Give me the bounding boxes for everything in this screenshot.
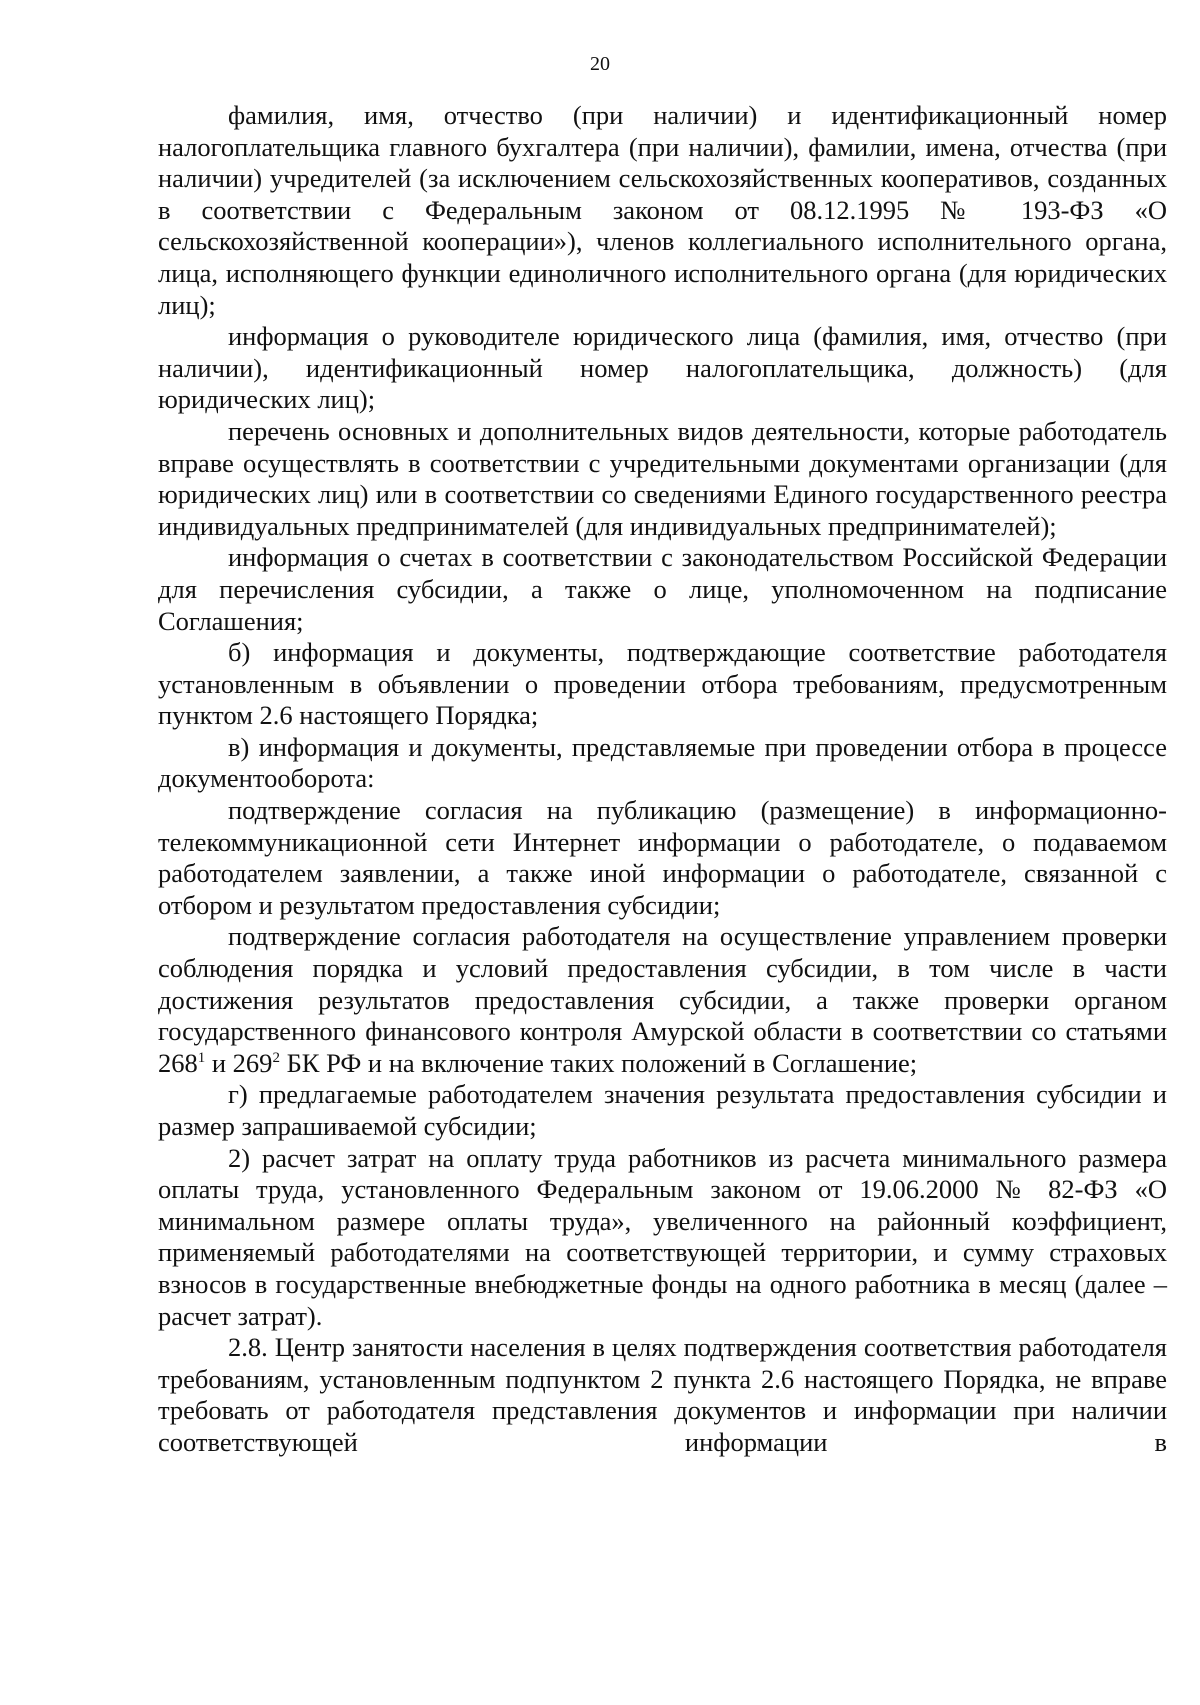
paragraph-activities-list: перечень основных и дополнительных видов деятельности, которые работодатель вправе осуществлять в соответствии с учредительными документами организации (для юридических лиц) или в соответствии со сведениями Единого государственного реестра индивидуальных предпринимателей (для индивидуальных предпринимателей);: [158, 415, 1167, 541]
paragraph-item-2-cost-calculation: 2) расчет затрат на оплату труда работников из расчета минимального размера оплаты труда, установленного Федеральным законом от 19.06.2000 № 82-ФЗ «О минимальном размере оплаты труда», увеличенного на районный коэффициент, применяемый работодателями на соответствующей территории, и сумму страховых взносов в государственные внебюджетные фонды на одного работника в месяц (далее – расчет затрат).: [158, 1142, 1167, 1331]
paragraph-item-b: б) информация и документы, подтверждающие соответствие работодателя установленным в объявлении о проведении отбора требованиям, предусмотренным пунктом 2.6 настоящего Порядка;: [158, 637, 1167, 731]
paragraph-bank-accounts: информация о счетах в соответствии с законодательством Российской Федерации для перечисления субсидии, а также о лице, уполномоченном на подписание Соглашения;: [158, 542, 1167, 636]
paragraph-inspection-text-c: БК РФ и на включение таких положений в Соглашение;: [279, 1047, 918, 1078]
superscript-1: 1: [197, 1049, 206, 1066]
paragraph-head-of-legal-entity: информация о руководителе юридического лица (фамилия, имя, отчество (при наличии), идентификационный номер налогоплательщика, должность) (для юридических лиц);: [158, 321, 1167, 415]
page-number: 20: [590, 53, 610, 75]
paragraph-item-g: г) предлагаемые работодателем значения результата предоставления субсидии и размер запрашиваемой субсидии;: [158, 1079, 1167, 1141]
paragraph-head-accountant-founders: фамилия, имя, отчество (при наличии) и идентификационный номер налогоплательщика главного бухгалтера (при наличии), фамилии, имена, отчества (при наличии) учредителей (за исключением сельскохозяйственных кооперативов, созданных в соответствии с Федеральным законом от 08.12.1995 № 193-ФЗ «О сельскохозяйственной кооперации»), членов коллегиального исполнительного органа, лица, исполняющего функции единоличного исполнительного органа (для юридических лиц);: [158, 100, 1167, 320]
paragraph-inspection-text-b: и 269: [205, 1047, 273, 1078]
paragraph-section-2-8: 2.8. Центр занятости населения в целях подтверждения соответствия работодателя требованиям, установленным подпунктом 2 пункта 2.6 настоящего Порядка, не вправе требовать от работодателя представления документов и информации при наличии соответствующей информации в: [158, 1332, 1167, 1457]
paragraph-inspection-text-a: подтверждение согласия работодателя на осуществление управлением проверки соблюдения порядка и условий предоставления субсидии, в том числе в части достижения результатов предоставления субсидии, а также проверки органом государственного финансового контроля Амурской области в соответствии со статьями 268: [158, 921, 1167, 1078]
paragraph-inspection-consent: [158, 921, 1167, 1079]
superscript-2: 2: [272, 1049, 280, 1066]
paragraph-publication-consent: подтверждение согласия на публикацию (размещение) в информационно-телекоммуникационной сети Интернет информации о работодателе, о подаваемом работодателем заявлении, а также иной информации о работодателе, связанной с отбором и результатом предоставления субсидии;: [158, 795, 1167, 920]
document-body: [158, 100, 1167, 1459]
paragraph-item-v: в) информация и документы, представляемые при проведении отбора в процессе документооборота:: [158, 731, 1167, 794]
